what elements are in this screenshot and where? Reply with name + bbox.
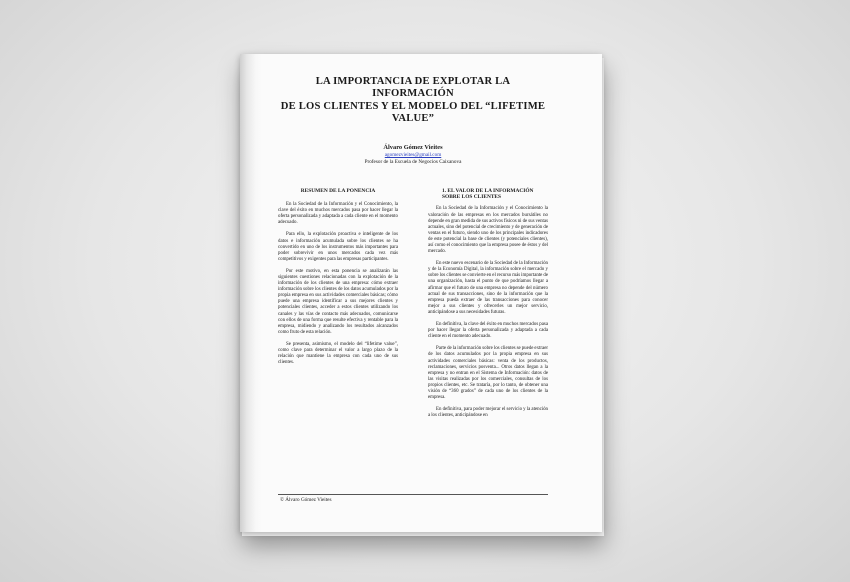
body-paragraph: En este nuevo escenario de la Sociedad de la Información y de la Economía Digital, la información sobre el mercado y sobre los clientes se convierte en el recurso más importante de una organización, hasta el punto de que podríamos llegar a afirmar que el futuro de una empresa no depende del número actual de sus transacciones, sino de la información que la empresa pueda extraer de las transacciones para conocer mejor a sus clientes y ofrecerles un mejor servicio, anticipándose a sus necesidades futuras. <box>428 261 548 315</box>
author-role: Profesor de la Escuela de Negocios Caixanova <box>364 158 462 165</box>
body-paragraph: Se presenta, asimismo, el modelo del “lifetime value”, como clave para determinar el valor a largo plazo de la relación que mantiene la empresa con cada uno de sus clientes. <box>278 341 398 366</box>
body-paragraph: Por este motivo, en esta ponencia se analizarán las siguientes cuestiones relacionadas con la explotación de la información de los clientes de una empresa: cómo extraer información sobre los clientes de los datos acumulados por la propia empresa en sus actividades comerciales básicas; cómo puede una empresa identificar a sus mejores clientes y potenciales clientes, acceder a estos clientes utilizando los canales y las vías de contacto más adecuados, comunicarse con ellos de una forma que resulte efectiva y rentable para la empresa, midiendo y analizando los resultados alcanzados como fruto de esta relación. <box>278 268 398 335</box>
document-page <box>240 54 602 532</box>
page-binding-edge <box>240 54 262 532</box>
footer-copyright: © Álvaro Gómez Vieites <box>280 497 332 503</box>
left-column <box>278 188 398 426</box>
page-content <box>278 76 548 425</box>
right-column <box>428 188 548 426</box>
document-title <box>278 76 548 126</box>
body-paragraph: Parte de la información sobre los clientes se puede extraer de los datos acumulados por la propia empresa en sus actividades comerciales básicas: venta de los productos, reclamaciones, servicios posventa... Otros datos llegan a la empresa y no entran en el Sistema de Información: datos de las visitas realizadas por los comerciales, consultas de los propios clientes, etc. Se trataría, por lo tanto, de obtener una visión de “360 grados” de cada uno de los clientes de la empresa. <box>428 346 548 401</box>
title-line: LA IMPORTANCIA DE EXPLOTAR LA INFORMACIÓN <box>315 76 511 100</box>
footer-rule <box>278 494 548 495</box>
document-mockup <box>240 54 602 532</box>
author-email-link[interactable]: agomezvieites@gmail.com <box>384 151 442 158</box>
body-paragraph: En definitiva, para poder mejorar el servicio y la atención a los clientes, anticipándose en <box>428 407 548 419</box>
body-paragraph: En la Sociedad de la Información y el Conocimiento, la clave del éxito en muchos mercados pasa por hacer llegar la oferta personalizada y adaptada a cada cliente en el momento adecuado. <box>278 202 398 226</box>
title-line: VALUE” <box>391 113 435 125</box>
body-paragraph: Para ello, la explotación proactiva e inteligente de los datos e información acumulada sobre los clientes se ha convertido en uno de los instrumentos más importantes para poder sobrevivir en unos mercados cada vez más competitivos y exigentes para las empresas participantes. <box>278 232 398 262</box>
two-column-body <box>278 188 548 426</box>
body-paragraph: En definitiva, la clave del éxito en muchos mercados pasa por hacer llegar la oferta personalizada y adaptada a cada cliente en el momento adecuado. <box>428 322 548 340</box>
section-heading-1: 1. EL VALOR DE LA INFORMACIÓN SOBRE LOS CLIENTES <box>442 187 534 201</box>
author-name: Álvaro Gómez Vieites <box>383 143 443 151</box>
title-line: DE LOS CLIENTES Y EL MODELO DEL “LIFETIME <box>280 100 546 112</box>
section-heading-summary: RESUMEN DE LA PONENCIA <box>300 187 376 194</box>
body-paragraph: En la Sociedad de la Información y el Conocimiento la valoración de las empresas en los mercados bursátiles no depende en gran medida de sus activos físicos ni de sus ventas actuales, sino del potencial de crecimiento y de generación de ventas en el futuro, siendo uno de los principales indicadores de este potencial la base de clientes (y potenciales clientes), así como el conocimiento que la empresa posee de éstos y del mercado. <box>428 206 548 255</box>
